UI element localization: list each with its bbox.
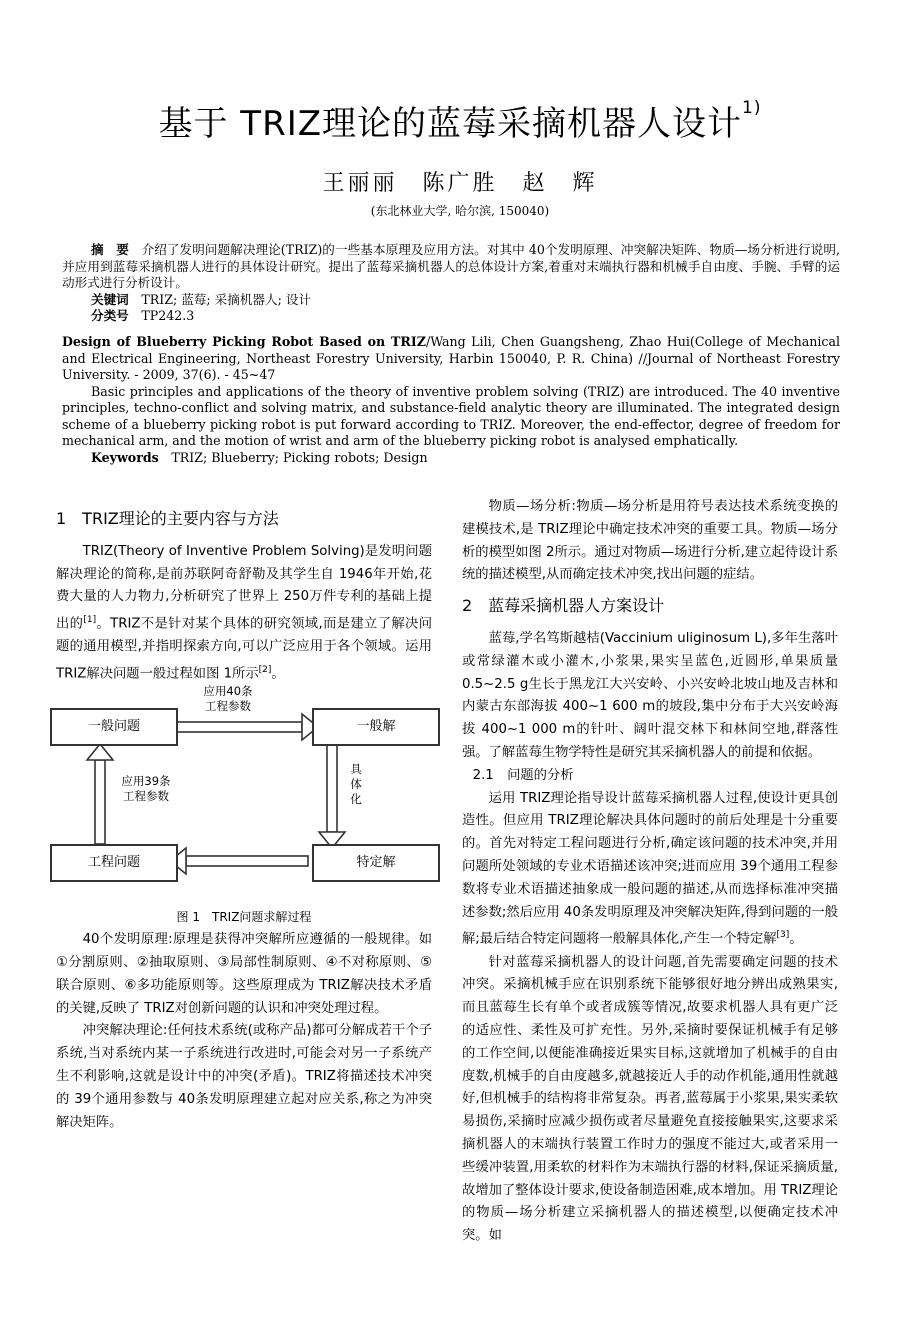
abstract-cn-body — [62, 242, 840, 292]
keywords-en — [62, 450, 840, 467]
citation-2: [2] — [258, 665, 272, 676]
right-paragraph-1: 物质—场分析:物质—场分析是用符号表达技术系统变换的建模技术,是 TRIZ理论中确定技术冲突的重要工具。物质—场分析的模型如图 2所示。通过对物质—场进行分析,建立起待设计系统的描述模型,从而确定技术冲突,找出问题的症结。 — [462, 499, 838, 583]
keywords-cn-text: TRIZ; 蓝莓; 采摘机器人; 设计 — [141, 291, 312, 307]
subsection-2-1-heading: 2.1 问题的分析 — [472, 767, 574, 783]
right-paragraph-3: 运用 TRIZ理论指导设计蓝莓采摘机器人过程,使设计更具创造性。但应用 TRIZ理论解决具体问题时的前后处理是十分重要的。首先对特定工程问题进行分析,确定该问题的技术冲突,并用问题所处领域的专业术语描述该冲突;进而应用 39个通用工程参数将专业术语描述抽象成一般问题的描述,从而选择标准冲突描述参数;然后应用 40条发明原理及冲突解决矩阵,得到问题的一般解;最后结合特定问题将一般解具体化,产生一个特定解[3]。 — [462, 790, 838, 947]
abstract-cn-text: 介绍了发明问题解决理论(TRIZ)的一些基本原理及应用方法。对其中 40个发明原理、冲突解决矩阵、物质—场分析进行说明,并应用到蓝莓采摘机器人进行的具体设计研究。提出了蓝莓采摘机器人的总体设计方案,着重对末端执行器和机械手自由度、手腕、手臂的运动形式进行分析设计。 — [62, 242, 841, 290]
box-engineering-problem: 工程问题 — [50, 844, 178, 882]
paper-title — [0, 96, 920, 145]
abstract-cn-label: 摘 要 — [90, 242, 129, 257]
box-specific-solution: 特定解 — [312, 844, 440, 882]
title-footnote-mark: 1) — [742, 98, 762, 118]
figure-1 — [56, 684, 432, 908]
box-general-solution: 一般解 — [312, 708, 440, 746]
abstract-en-text: Basic principles and applications of the theory of inventive problem solving (TRIZ) are introduced. The 40 inventive principles, techno-conflict and solving matrix, and substance-field analytic theory are illuminated. The integrated design scheme of a blueberry picking robot is put forward according to TRIZ. Moreover, the end-effector, degree of freedom for mechanical arm, and the motion of wrist and arm of the blueberry picking robot is analysed emphatically. — [62, 383, 840, 448]
citation-1: [1] — [83, 615, 97, 626]
label-apply-40: 应用40条 工程参数 — [203, 684, 253, 714]
left-column — [56, 500, 432, 1134]
authors: 王丽丽 陈广胜 赵 辉 — [322, 171, 598, 196]
arrow-concretize — [319, 744, 345, 848]
left-paragraph-1: TRIZ(Theory of Inventive Problem Solving)是发明问题解决理论的简称,是前苏联阿奇舒勒及其学生自 1946年开始,花费大量的人力物力,分析研究了世界上 250万件专利的基础上提出的[1]。TRIZ不是针对某个具体的研究领域,而是建立了解决问题的通用模型,并指明探索方向,可以广泛应用于各个领域。运用 TRIZ解决问题一般过程如图 1所示[2]。 — [56, 543, 432, 682]
section-2-heading: 2 蓝莓采摘机器人方案设计 — [462, 596, 665, 616]
class-number-value: TP242.3 — [141, 308, 195, 323]
keywords-cn — [62, 292, 840, 309]
keywords-en-text: TRIZ; Blueberry; Picking robots; Design — [171, 449, 428, 465]
left-paragraph-3: 冲突解决理论:任何技术系统(或称产品)都可分解成若干个子系统,当对系统内某一子系统进行改进时,可能会对另一子系统产生不利影响,这就是设计中的冲突(矛盾)。TRIZ将描述技术冲突的 39个通用参数与 40条发明原理建立起对应关系,称之为冲突解决矩阵。 — [56, 1023, 432, 1130]
class-number — [62, 308, 840, 325]
arrow-specific-to-engineering — [170, 848, 308, 874]
right-paragraph-2: 蓝莓,学名笃斯越桔(Vaccinium uliginosum L),多年生落叶或常绿灌木或小灌木,小浆果,果实呈蓝色,近圆形,单果质量 0.5~2.5 g生长于黑龙江大兴安岭、小兴安岭北坡山地及吉林和内蒙古东部海拔 400~1 600 m的坡段,集中分布于大兴安岭海拔 400~1 000 m的针叶、阔叶混交林下和林间空地,群落性强。了解蓝莓生物学特性是研究其采摘机器人的前提和依据。 — [462, 630, 838, 760]
right-paragraph-4: 针对蓝莓采摘机器人的设计问题,首先需要确定问题的技术冲突。采摘机械手应在识别系统下能够很好地分辨出成熟果实,而且蓝莓生长有单个或者成簇等情况,故要求机器人具有更广泛的适应性、柔性及可扩充性。另外,采摘时要保证机械手有足够的工作空间,以便能准确接近果实目标,这就增加了机械手的自由度数,机械手的自由度越多,就越接近人手的动作机能,通用性就越好,但机械手的结构将非常复杂。再者,蓝莓属于小浆果,果实柔软易损伤,采摘时应减少损伤或者尽量避免直接接触果实,这要求采摘机器人的末端执行装置工作时力的强度不能过大,或者采用一些缓冲装置,用柔软的材料作为末端执行器的材料,保证采摘质量,故增加了整体设计要求,使设备制造困难,成本增加。用 TRIZ理论的物质—场分析建立采摘机器人的描述模型,以便确定技术冲突。如 — [462, 954, 838, 1244]
class-number-label: 分类号 — [90, 308, 129, 323]
abstract-en-title: Design of Blueberry Picking Robot Based on TRIZ — [62, 334, 426, 349]
abstract-en-citation — [62, 334, 840, 384]
label-apply-39: 应用39条 工程参数 — [121, 774, 171, 804]
label-concretize: 具 体 化 — [350, 762, 362, 807]
left-paragraph-2: 40个发明原理:原理是获得冲突解所应遵循的一般规律。如①分割原则、②抽取原则、③局部性制原则、④不对称原则、⑤联合原则、⑥多功能原则等。这些原理成为 TRIZ解决技术矛盾的关键,反映了 TRIZ对创新问题的认识和冲突处理过程。 — [56, 932, 432, 1016]
keywords-en-label: Keywords — [90, 449, 159, 465]
figure-1-caption: 图 1 TRIZ问题求解过程 — [176, 910, 312, 925]
section-1-heading: 1 TRIZ理论的主要内容与方法 — [56, 509, 279, 528]
keywords-cn-label: 关键词 — [90, 291, 129, 307]
affiliation: (东北林业大学, 哈尔滨, 150040) — [370, 204, 550, 218]
citation-3: [3] — [776, 930, 790, 941]
right-column — [462, 496, 838, 1248]
title-text: 基于 TRIZ理论的蓝莓采摘机器人设计 — [158, 104, 743, 144]
abstract-cn — [62, 242, 840, 325]
abstract-en-authors: /Wang Lili, Chen Guangsheng, Zhao Hui(College of Mechanical and Electrical Engineering, Northeast Forestry University, Harbin 150040, P. R. China) //Journal of Northeast Forestry University. - 2009, 37(6). - 45~47 — [62, 334, 840, 382]
box-general-problem: 一般问题 — [50, 708, 178, 746]
abstract-en — [62, 334, 840, 466]
arrow-general-to-solution — [162, 714, 318, 740]
